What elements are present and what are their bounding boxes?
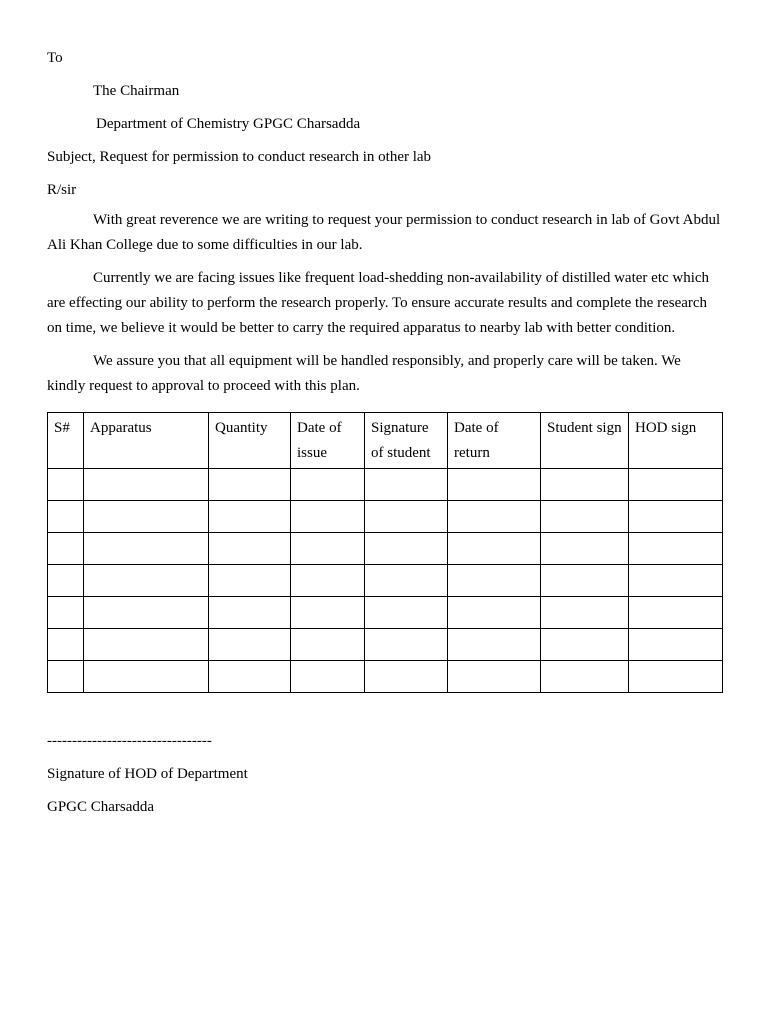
table-cell bbox=[48, 469, 84, 501]
letter-page bbox=[47, 48, 722, 817]
table-cell bbox=[365, 565, 448, 597]
table-row bbox=[48, 469, 723, 501]
table-cell bbox=[629, 597, 723, 629]
table-cell bbox=[209, 661, 291, 693]
addressee: The Chairman bbox=[93, 83, 180, 99]
table-cell bbox=[209, 501, 291, 533]
table-cell bbox=[629, 629, 723, 661]
table-cell bbox=[84, 469, 209, 501]
table-cell bbox=[541, 629, 629, 661]
table-cell bbox=[209, 533, 291, 565]
table-cell bbox=[48, 597, 84, 629]
table-row bbox=[48, 501, 723, 533]
header-hod-sign: HOD sign bbox=[629, 413, 723, 469]
department: Department of Chemistry GPGC Charsadda bbox=[96, 116, 361, 132]
table-cell bbox=[629, 565, 723, 597]
table-cell bbox=[209, 565, 291, 597]
table-cell bbox=[541, 501, 629, 533]
header-date-of-return: Date of return bbox=[448, 413, 541, 469]
apparatus-table bbox=[47, 412, 723, 693]
table-cell bbox=[48, 629, 84, 661]
paragraph-1: With great reverence we are writing to request your permission to conduct research in lab of Govt Abdul Ali Khan College due to some difficulties in our lab. bbox=[47, 212, 721, 253]
table-cell bbox=[541, 597, 629, 629]
table-cell bbox=[209, 469, 291, 501]
table-cell bbox=[365, 597, 448, 629]
table-cell bbox=[291, 501, 365, 533]
table-cell bbox=[448, 565, 541, 597]
table-cell bbox=[448, 501, 541, 533]
table-row bbox=[48, 565, 723, 597]
table-cell bbox=[365, 469, 448, 501]
header-apparatus: Apparatus bbox=[84, 413, 209, 469]
table-cell bbox=[448, 629, 541, 661]
table-cell bbox=[365, 533, 448, 565]
table-cell bbox=[291, 661, 365, 693]
table-cell bbox=[84, 565, 209, 597]
table-cell bbox=[84, 533, 209, 565]
table-cell bbox=[448, 533, 541, 565]
salutation: R/sir bbox=[47, 182, 77, 198]
paragraph-2: Currently we are facing issues like frequent load-shedding non-availability of distilled water etc which are effecting our ability to perform the research properly. To ensure accurate results and complete the research on time, we believe it would be better to carry the required apparatus to nearby lab with better condition. bbox=[47, 270, 710, 336]
table-cell bbox=[48, 565, 84, 597]
table-row bbox=[48, 597, 723, 629]
signature-institution: GPGC Charsadda bbox=[47, 799, 155, 815]
table-cell bbox=[84, 597, 209, 629]
table-cell bbox=[291, 629, 365, 661]
table-cell bbox=[629, 661, 723, 693]
header-student-sign: Student sign bbox=[541, 413, 629, 469]
table-cell bbox=[48, 501, 84, 533]
table-cell bbox=[365, 501, 448, 533]
header-signature-of-student: Signature of student bbox=[365, 413, 448, 469]
table-cell bbox=[541, 661, 629, 693]
table-cell bbox=[84, 661, 209, 693]
table-cell bbox=[291, 533, 365, 565]
table-row bbox=[48, 661, 723, 693]
table-cell bbox=[448, 469, 541, 501]
table-cell bbox=[209, 629, 291, 661]
table-cell bbox=[629, 501, 723, 533]
to-line: To bbox=[47, 50, 63, 66]
table-row bbox=[48, 629, 723, 661]
table-cell bbox=[84, 501, 209, 533]
header-quantity: Quantity bbox=[209, 413, 291, 469]
table-cell bbox=[291, 565, 365, 597]
table-cell bbox=[629, 469, 723, 501]
table-body bbox=[48, 469, 723, 693]
table-header-row bbox=[48, 413, 723, 469]
table-cell bbox=[48, 533, 84, 565]
subject-line: Subject, Request for permission to conduct research in other lab bbox=[47, 149, 432, 165]
table-cell bbox=[541, 565, 629, 597]
signature-title: Signature of HOD of Department bbox=[47, 766, 248, 782]
paragraph-3: We assure you that all equipment will be handled responsibly, and properly care will be taken. We kindly request to approval to proceed with this plan. bbox=[47, 353, 681, 394]
table-cell bbox=[448, 597, 541, 629]
table-cell bbox=[84, 629, 209, 661]
table-cell bbox=[629, 533, 723, 565]
table-cell bbox=[541, 469, 629, 501]
table-row bbox=[48, 533, 723, 565]
table-cell bbox=[448, 661, 541, 693]
header-date-of-issue: Date of issue bbox=[291, 413, 365, 469]
table-cell bbox=[209, 597, 291, 629]
signature-line: --------------------------------- bbox=[47, 733, 212, 749]
table-cell bbox=[365, 629, 448, 661]
header-serial: S# bbox=[48, 413, 84, 469]
table-cell bbox=[291, 469, 365, 501]
table-cell bbox=[48, 661, 84, 693]
table-cell bbox=[291, 597, 365, 629]
table-cell bbox=[365, 661, 448, 693]
table-cell bbox=[541, 533, 629, 565]
